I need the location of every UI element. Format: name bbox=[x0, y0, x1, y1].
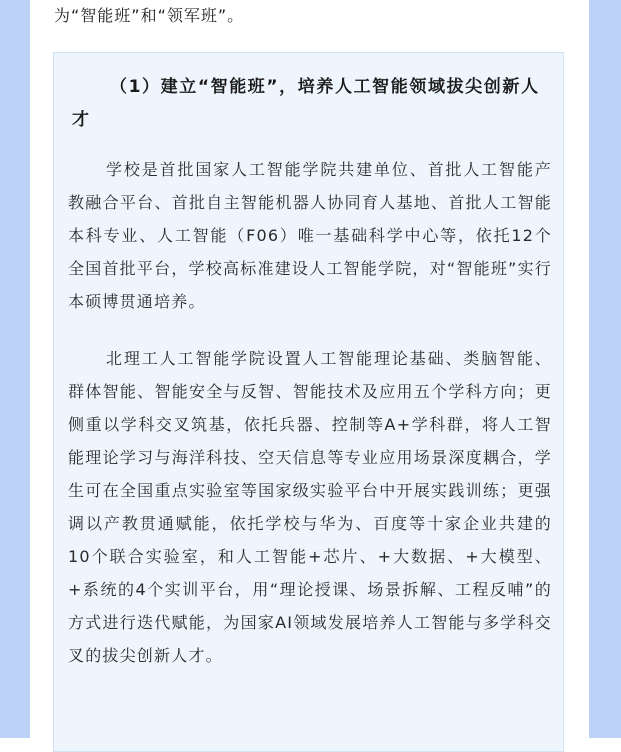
section-paragraph-2: 北理工人工智能学院设置人工智能理论基础、类脑智能、群体智能、智能安全与反智、智能技术及应用五个学科方向；更侧重以学科交叉筑基，依托兵器、控制等A+学科群，将人工智能理论学习与海洋科技、空天信息等专业应用场景深度耦合，学生可在全国重点实验室等国家级实验平台中开展实践训练；更强调以产教贯通赋能，依托学校与华为、百度等十家企业共建的10个联合实验室，和人工智能+芯片、+大数据、+大模型、+系统的4个实训平台，用“理论授课、场景拆解、工程反哺”的方式进行迭代赋能，为国家AI领域发展培养人工智能与多学科交叉的拔尖创新人才。 bbox=[68, 349, 552, 665]
section-box bbox=[53, 52, 564, 752]
section-heading: （1）建立“智能班”，培养人工智能领域拔尖创新人才 bbox=[72, 77, 540, 130]
section-paragraph-1: 学校是首批国家人工智能学院共建单位、首批人工智能产教融合平台、首批自主智能机器人协同育人基地、首批人工智能本科专业、人工智能（F06）唯一基础科学中心等，依托12个全国首批平台，学校高标准建设人工智能学院，对“智能班”实行本硕博贯通培养。 bbox=[68, 160, 552, 311]
intro-text-line: 为“智能班”和“领军班”。 bbox=[54, 6, 245, 25]
article-page bbox=[30, 0, 589, 738]
